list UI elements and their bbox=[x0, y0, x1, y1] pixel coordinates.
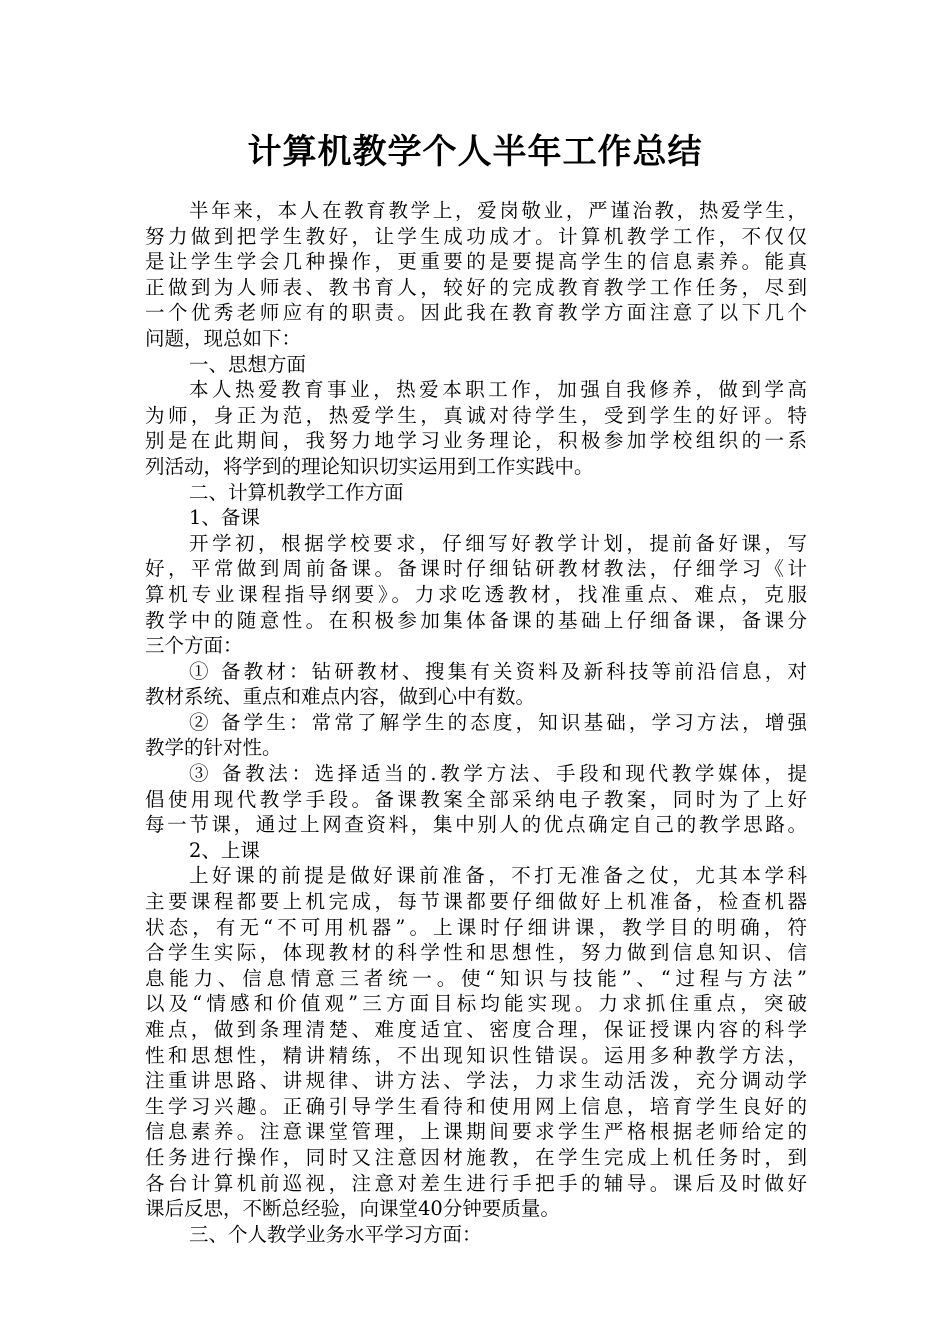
text-line: 状态，有无“不可用机器”。上课时仔细讲课，教学目的明确，符 bbox=[145, 915, 807, 939]
text-line: 三个方面： bbox=[145, 634, 243, 658]
text-line: 开学初，根据学校要求，仔细写好教学计划，提前备好课，写 bbox=[189, 531, 807, 555]
text-line: 是让学生学会几种操作，更重要的是要提高学生的信息素养。能真 bbox=[145, 250, 807, 274]
text-line: 上好课的前提是做好课前准备，不打无准备之仗，尤其本学科 bbox=[189, 864, 807, 888]
text-line: ② 备学生：常常了解学生的态度，知识基础，学习方法，增强 bbox=[189, 710, 807, 734]
text-line: ③ 备教法：选择适当的.教学方法、手段和现代教学媒体，提 bbox=[189, 762, 807, 786]
text-line: 息能力、信息情意三者统一。使“知识与技能”、“过程与方法” bbox=[145, 966, 807, 990]
text-line: 一、思想方面 bbox=[189, 352, 307, 376]
text-line: 课后反思，不断总经验，向课堂40分钟要质量。 bbox=[145, 1197, 560, 1221]
text-line: 教材系统、重点和难点内容，做到心中有数。 bbox=[145, 685, 536, 709]
text-line: 正做到为人师表、教书育人，较好的完成教育教学工作任务，尽到 bbox=[145, 275, 807, 299]
text-line: 三、个人教学业务水平学习方面： bbox=[189, 1222, 482, 1246]
text-line: 为师，身正为范，热爱学生，真诚对待学生，受到学生的好评。特 bbox=[145, 403, 807, 427]
document-body bbox=[145, 198, 807, 1247]
text-line: 本人热爱教育事业，热爱本职工作，加强自我修养，做到学高 bbox=[189, 378, 807, 402]
text-line: 性和思想性，精讲精练，不出现知识性错误。运用多种教学方法， bbox=[145, 1043, 807, 1067]
text-line: 任务进行操作，同时又注意因材施教，在学生完成上机任务时，到 bbox=[145, 1145, 807, 1169]
text-line: 每一节课，通过上网查资料，集中别人的优点确定自己的教学思路。 bbox=[145, 813, 807, 837]
text-line: 别是在此期间，我努力地学习业务理论，积极参加学校组织的一系 bbox=[145, 429, 807, 453]
text-line: 好，平常做到周前备课。备课时仔细钻研教材教法，仔细学习《计 bbox=[145, 557, 807, 581]
text-line: 生学习兴趣。正确引导学生看待和使用网上信息，培育学生良好的 bbox=[145, 1094, 807, 1118]
text-line: 信息素养。注意课堂管理，上课期间要求学生严格根据老师给定的 bbox=[145, 1120, 807, 1144]
text-line: 教学的针对性。 bbox=[145, 736, 282, 760]
text-line: 教学中的随意性。在积极参加集体备课的基础上仔细备课，备课分 bbox=[145, 608, 807, 632]
text-line: 算机专业课程指导纲要》。力求吃透教材，找准重点、难点，克服 bbox=[145, 582, 807, 606]
text-line: 二、计算机教学工作方面 bbox=[189, 480, 404, 504]
text-line: 问题，现总如下： bbox=[145, 326, 302, 350]
document-title: 计算机教学个人半年工作总结 bbox=[247, 132, 703, 172]
text-line: 以及“情感和价值观”三方面目标均能实现。力求抓住重点，突破 bbox=[145, 992, 807, 1016]
text-line: 1、备课 bbox=[189, 506, 260, 530]
text-line: 合学生实际，体现教材的科学性和思想性，努力做到信息知识、信 bbox=[145, 941, 807, 965]
text-line: 各台计算机前巡视，注意对差生进行手把手的辅导。课后及时做好 bbox=[145, 1171, 807, 1195]
text-line: 倡使用现代教学手段。备课教案全部采纳电子教案，同时为了上好 bbox=[145, 787, 807, 811]
text-line: ① 备教材：钻研教材、搜集有关资料及新科技等前沿信息，对 bbox=[189, 659, 807, 683]
text-line: 难点，做到条理清楚、难度适宜、密度合理，保证授课内容的科学 bbox=[145, 1018, 807, 1041]
text-line: 主要课程都要上机完成，每节课都要仔细做好上机准备，检查机器 bbox=[145, 890, 807, 914]
text-line: 一个优秀老师应有的职责。因此我在教育教学方面注意了以下几个 bbox=[145, 301, 807, 325]
text-line: 注重讲思路、讲规律、讲方法、学法，力求生动活泼，充分调动学 bbox=[145, 1069, 807, 1093]
text-line: 努力做到把学生教好，让学生成功成才。计算机教学工作，不仅仅 bbox=[145, 224, 807, 248]
text-line: 2、上课 bbox=[189, 838, 260, 862]
text-line: 列活动，将学到的理论知识切实运用到工作实践中。 bbox=[145, 454, 594, 478]
text-line: 半年来，本人在教育教学上，爱岗敬业，严谨治教，热爱学生， bbox=[189, 199, 807, 222]
